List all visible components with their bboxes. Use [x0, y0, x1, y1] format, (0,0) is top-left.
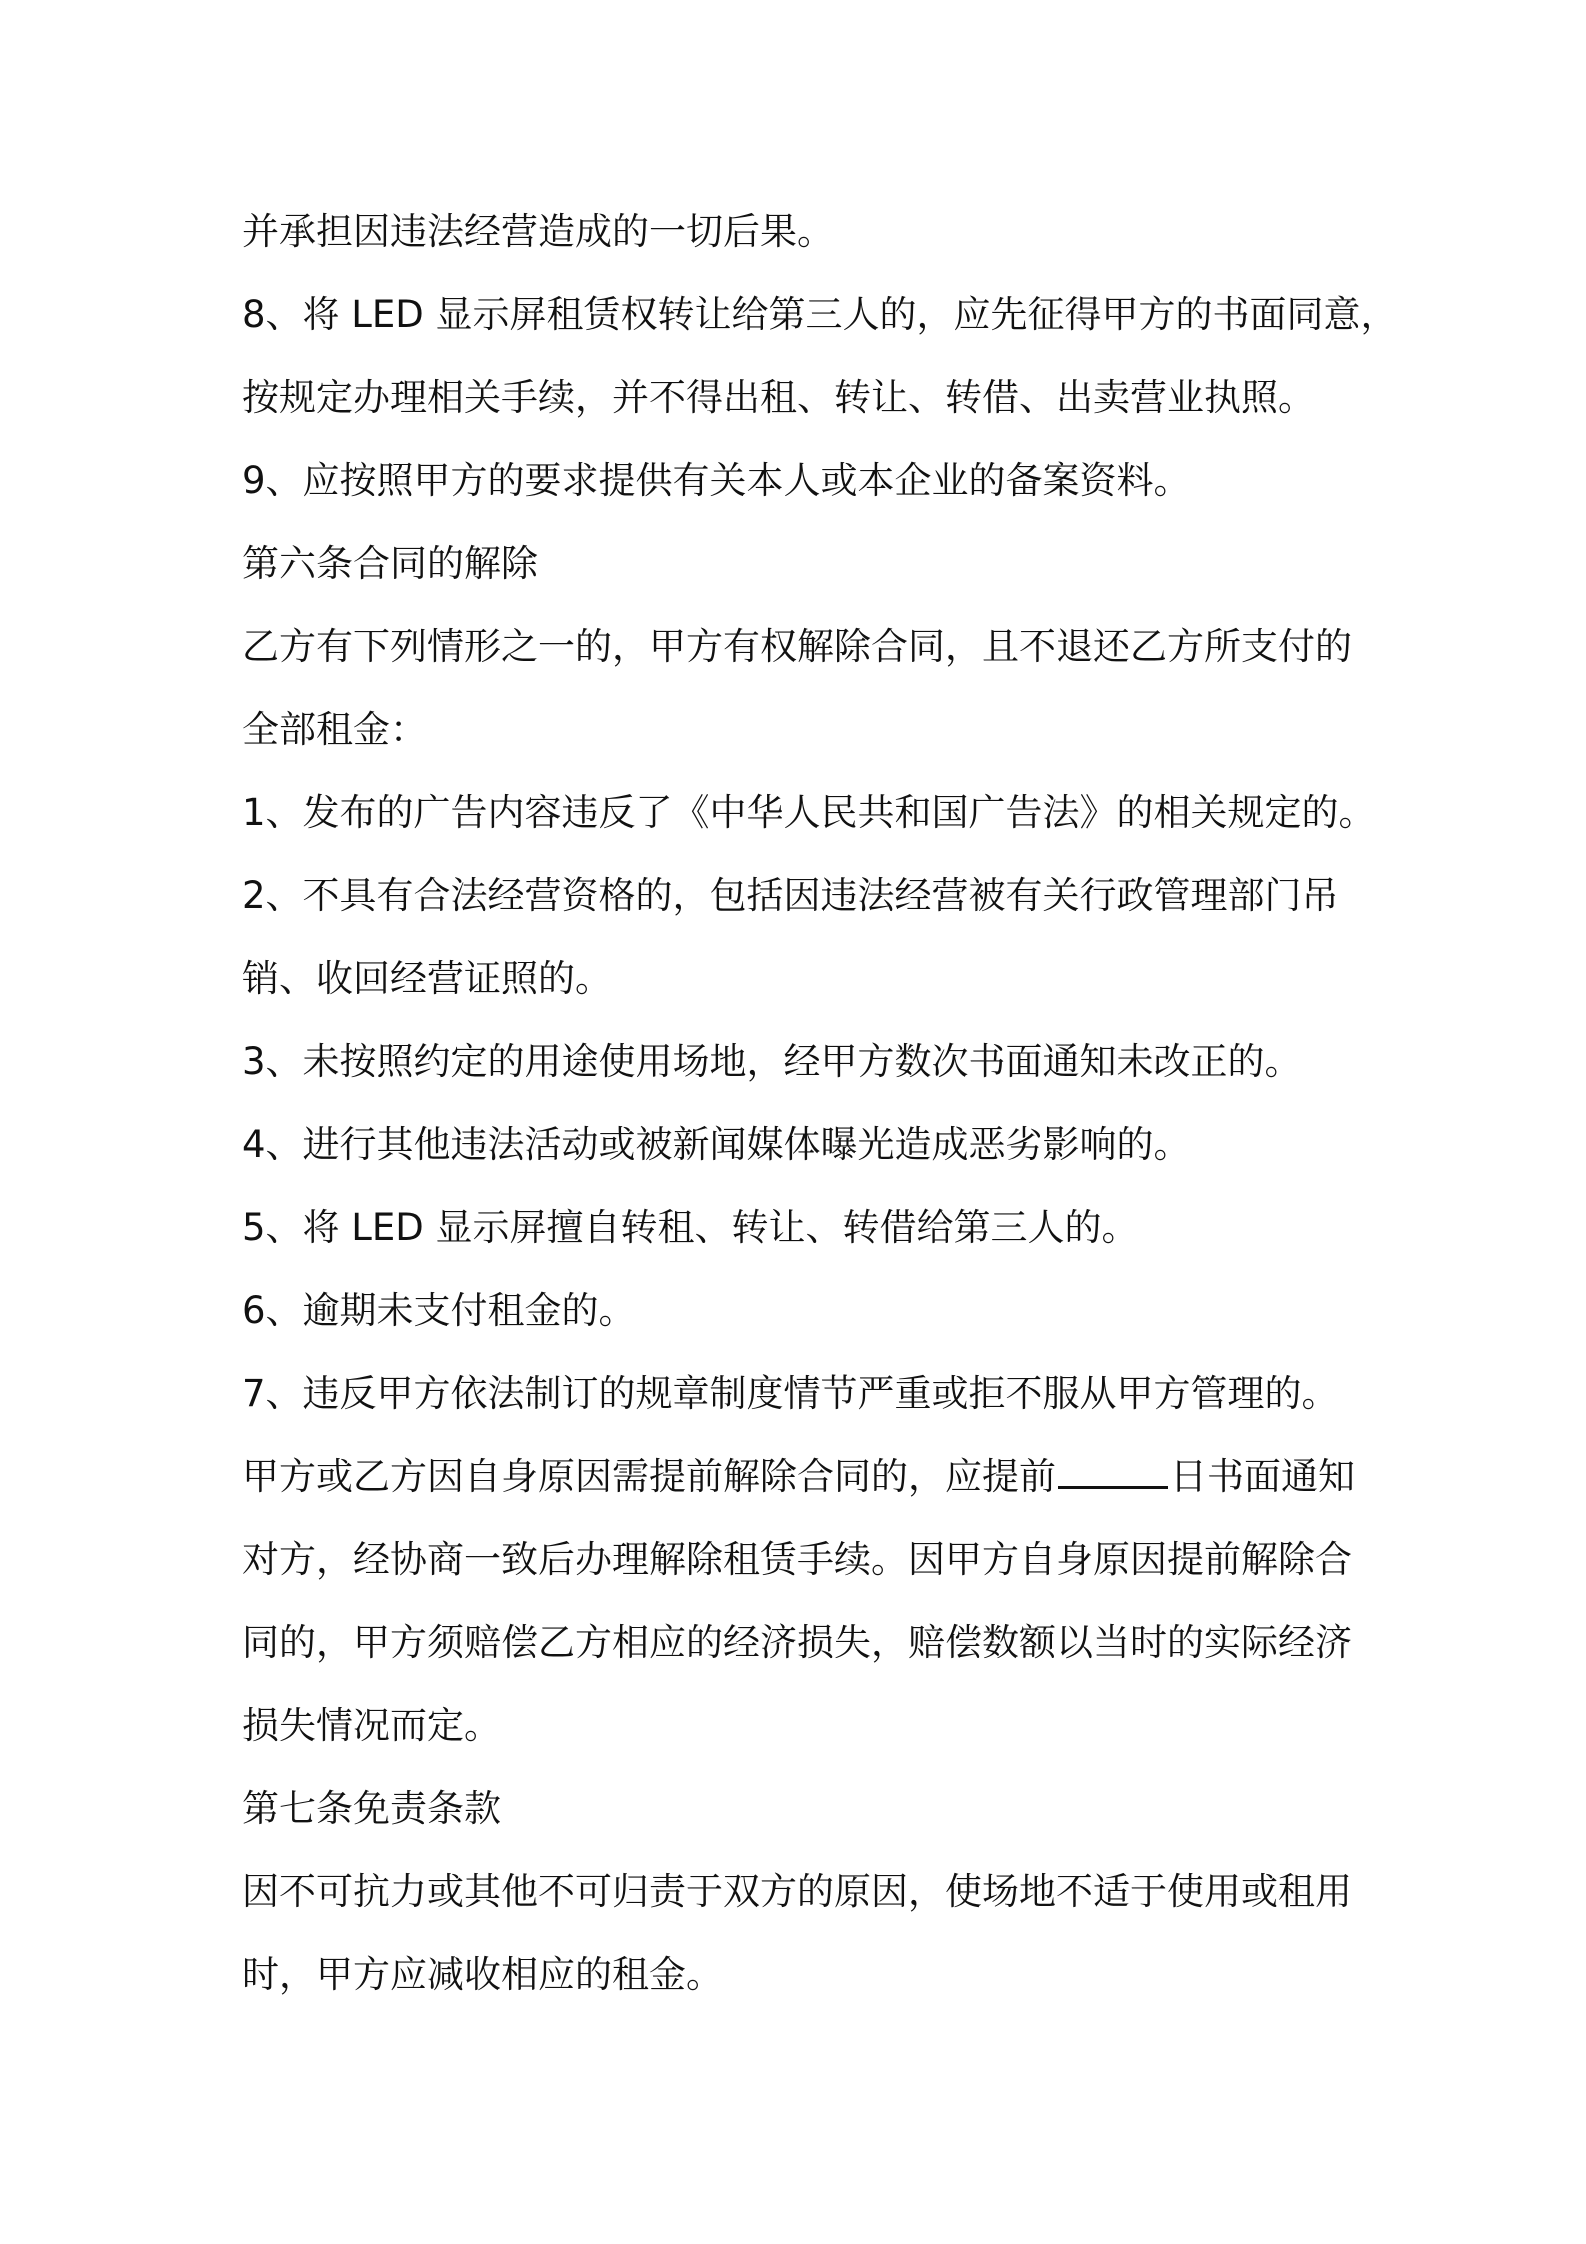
text-line: 对方，经协商一致后办理解除租赁手续。因甲方自身原因提前解除合 [242, 1538, 1352, 1581]
list-item: 2、不具有合法经营资格的，包括因违法经营被有关行政管理部门吊 [242, 874, 1339, 917]
list-item: 1、发布的广告内容违反了《中华人民共和国广告法》的相关规定的。 [242, 791, 1376, 834]
section-heading-exemption: 第七条免责条款 [242, 1787, 501, 1830]
text-line: 全部租金： [242, 708, 427, 751]
list-item: 7、违反甲方依法制订的规章制度情节严重或拒不服从甲方管理的。 [242, 1372, 1339, 1415]
text-line: 损失情况而定。 [242, 1704, 501, 1747]
notice-text-before: 甲方或乙方因自身原因需提前解除合同的，应提前 [242, 1455, 1056, 1498]
text-line: 8、将 LED 显示屏租赁权转让给第三人的，应先征得甲方的书面同意， [242, 293, 1398, 336]
text-line: 销、收回经营证照的。 [242, 957, 612, 1000]
notice-line [242, 1435, 1382, 1518]
text-line: 乙方有下列情形之一的，甲方有权解除合同，且不退还乙方所支付的 [242, 625, 1352, 668]
text-line: 时，甲方应减收相应的租金。 [242, 1953, 723, 1996]
fill-in-blank [1058, 1458, 1168, 1489]
text-line: 同的，甲方须赔偿乙方相应的经济损失，赔偿数额以当时的实际经济 [242, 1621, 1352, 1664]
text-line: 因不可抗力或其他不可归责于双方的原因，使场地不适于使用或租用 [242, 1870, 1352, 1913]
text-line: 按规定办理相关手续，并不得出租、转让、转借、出卖营业执照。 [242, 376, 1315, 419]
list-item: 5、将 LED 显示屏擅自转租、转让、转借给第三人的。 [242, 1206, 1139, 1249]
text-line: 并承担因违法经营造成的一切后果。 [242, 210, 834, 253]
document-body [242, 190, 1398, 2016]
text-line: 9、应按照甲方的要求提供有关本人或本企业的备案资料。 [242, 459, 1191, 502]
list-item: 3、未按照约定的用途使用场地，经甲方数次书面通知未改正的。 [242, 1040, 1302, 1083]
section-heading-termination: 第六条合同的解除 [242, 542, 538, 585]
list-item: 6、逾期未支付租金的。 [242, 1289, 636, 1332]
notice-text-after: 日书面通知 [1170, 1455, 1355, 1498]
list-item: 4、进行其他违法活动或被新闻媒体曝光造成恶劣影响的。 [242, 1123, 1191, 1166]
